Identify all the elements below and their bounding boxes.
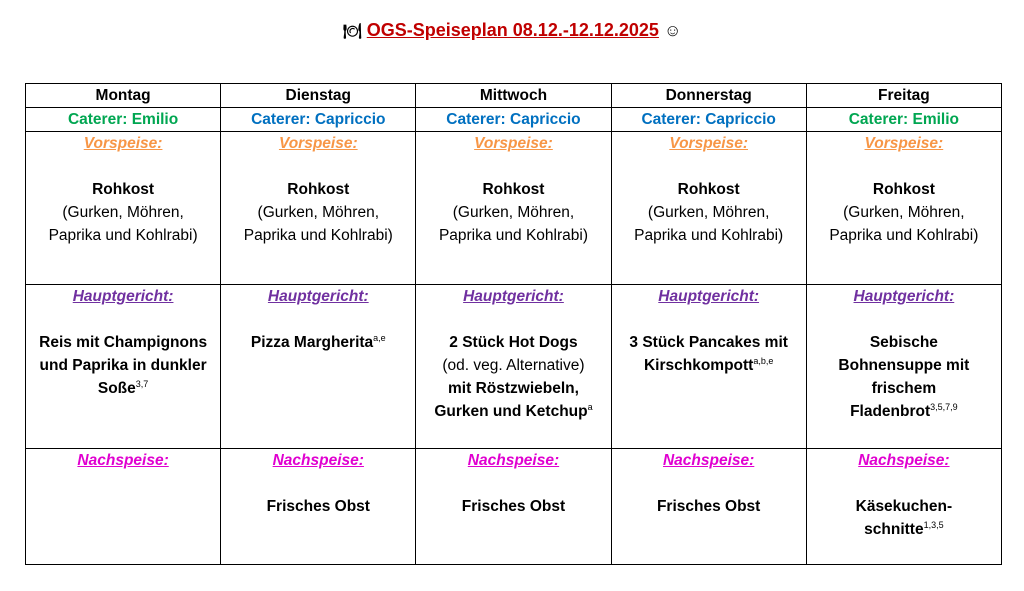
- caterer-row: [26, 108, 1002, 132]
- dish-line: Frisches Obst: [266, 498, 370, 515]
- dish-line: 3 Stück Pancakes mit: [629, 334, 788, 351]
- day-friday: Freitag: [806, 84, 1001, 108]
- hauptgericht-label: Hauptgericht:: [463, 288, 564, 305]
- hauptgericht-wednesday: [416, 285, 611, 449]
- dish-name: Rohkost: [872, 181, 935, 198]
- hauptgericht-label: Hauptgericht:: [658, 288, 760, 305]
- dish-line: schnitte: [864, 521, 924, 538]
- vorspeise-monday: [26, 132, 221, 285]
- dish-name: Rohkost: [482, 181, 545, 198]
- page-title: [0, 18, 1024, 44]
- hauptgericht-label: Hauptgericht:: [72, 288, 174, 305]
- dish-detail: Paprika und Kohlrabi): [243, 227, 393, 244]
- nachspeise-label: Nachspeise:: [662, 452, 755, 469]
- dish-line: 2 Stück Hot Dogs: [449, 334, 578, 351]
- nachspeise-label: Nachspeise:: [858, 452, 950, 469]
- dish-detail: Paprika und Kohlrabi): [634, 227, 784, 244]
- dish-detail: Paprika und Kohlrabi): [438, 227, 588, 244]
- hauptgericht-row: [26, 285, 1002, 449]
- dish-line: Frisches Obst: [461, 498, 566, 515]
- nachspeise-tuesday: [221, 449, 416, 565]
- dish-detail: Paprika und Kohlrabi): [48, 227, 198, 244]
- dish-line: Fladenbrot: [850, 403, 931, 420]
- dish-line: Soße: [97, 380, 136, 397]
- dish-detail: (Gurken, Möhren,: [452, 204, 575, 221]
- plate-icon: 🍽: [342, 23, 362, 40]
- vorspeise-label: Vorspeise:: [669, 135, 748, 152]
- day-header-row: [26, 84, 1002, 108]
- dish-detail: (Gurken, Möhren,: [257, 204, 380, 221]
- vorspeise-friday: [806, 132, 1001, 285]
- nachspeise-thursday: [611, 449, 806, 565]
- caterer-monday: Caterer: Emilio: [26, 108, 221, 132]
- dish-detail: (Gurken, Möhren,: [62, 204, 184, 221]
- caterer-thursday: Caterer: Capriccio: [611, 108, 806, 132]
- dish-line: frischem: [871, 380, 937, 397]
- dish-line: Kirschkompott: [643, 357, 754, 374]
- hauptgericht-label: Hauptgericht:: [267, 288, 369, 305]
- allergen-note: a: [587, 401, 593, 412]
- vorspeise-label: Vorspeise:: [474, 135, 553, 152]
- dish-line: Frisches Obst: [656, 498, 761, 515]
- allergen-note: a,e: [373, 332, 386, 343]
- smiley-icon: ☺: [663, 21, 682, 40]
- hauptgericht-tuesday: [221, 285, 416, 449]
- nachspeise-wednesday: [416, 449, 611, 565]
- dish-line: und Paprika in dunkler: [39, 357, 207, 374]
- dish-line: Gurken und Ketchup: [434, 403, 588, 420]
- hauptgericht-friday: [806, 285, 1001, 449]
- vorspeise-thursday: [611, 132, 806, 285]
- day-thursday: Donnerstag: [611, 84, 806, 108]
- vorspeise-label: Vorspeise:: [278, 135, 358, 152]
- title-text: OGS-Speiseplan 08.12.-12.12.2025: [366, 20, 659, 40]
- caterer-friday: Caterer: Emilio: [806, 108, 1001, 132]
- hauptgericht-thursday: [611, 285, 806, 449]
- allergen-note: 3,7: [135, 378, 149, 389]
- menu-table: [25, 83, 1002, 565]
- nachspeise-label: Nachspeise:: [77, 452, 169, 469]
- dish-line: Reis mit Champignons: [39, 334, 208, 351]
- caterer-tuesday: Caterer: Capriccio: [221, 108, 416, 132]
- allergen-note: 1,3,5: [923, 519, 944, 530]
- allergen-note: a,b,e: [753, 355, 774, 366]
- nachspeise-label: Nachspeise:: [467, 452, 560, 469]
- dish-line: Käsekuchen-: [855, 498, 953, 515]
- nachspeise-friday: [806, 449, 1001, 565]
- allergen-note: 3,5,7,9: [930, 401, 958, 412]
- vorspeise-label: Vorspeise:: [83, 135, 163, 152]
- dish-name: Rohkost: [287, 181, 350, 198]
- vorspeise-tuesday: [221, 132, 416, 285]
- dish-name: Rohkost: [677, 181, 740, 198]
- nachspeise-row: [26, 449, 1002, 565]
- dish-line: Bohnensuppe mit: [838, 357, 970, 374]
- dish-line: Pizza Margherita: [250, 334, 374, 351]
- dish-name: Rohkost: [92, 181, 155, 198]
- dish-line: (od. veg. Alternative): [442, 357, 585, 374]
- day-tuesday: Dienstag: [221, 84, 416, 108]
- nachspeise-label: Nachspeise:: [272, 452, 364, 469]
- dish-detail: (Gurken, Möhren,: [843, 204, 965, 221]
- nachspeise-monday: [26, 449, 221, 565]
- caterer-wednesday: Caterer: Capriccio: [416, 108, 611, 132]
- vorspeise-wednesday: [416, 132, 611, 285]
- dish-line: Sebische: [869, 334, 938, 351]
- dish-line: mit Röstzwiebeln,: [448, 380, 579, 397]
- vorspeise-label: Vorspeise:: [864, 135, 944, 152]
- dish-detail: (Gurken, Möhren,: [647, 204, 770, 221]
- hauptgericht-label: Hauptgericht:: [853, 288, 955, 305]
- hauptgericht-monday: [26, 285, 221, 449]
- dish-detail: Paprika und Kohlrabi): [829, 227, 979, 244]
- day-wednesday: Mittwoch: [416, 84, 611, 108]
- vorspeise-row: [26, 132, 1002, 285]
- day-monday: Montag: [26, 84, 221, 108]
